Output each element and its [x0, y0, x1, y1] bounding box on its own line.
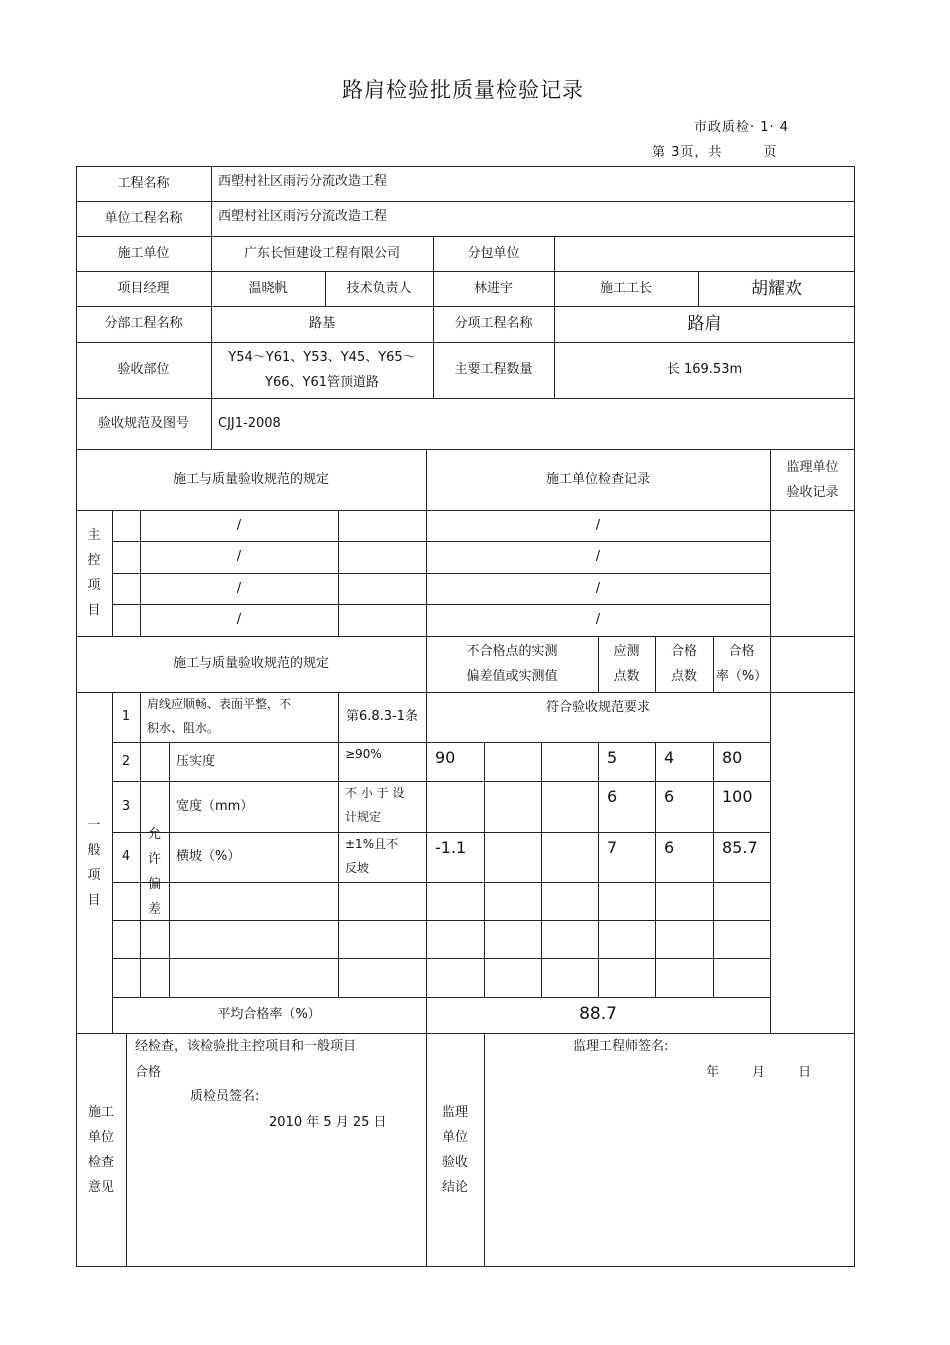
points-value: 7 — [607, 838, 618, 857]
measured-value: 90 — [435, 748, 456, 767]
deviation-header-line-2: 偏差值或实测值 — [466, 669, 558, 684]
contractor-opinion-line-1: 经检查，该检验批主控项目和一般项目 — [135, 1039, 357, 1054]
standard-label: 验收规范及图号 — [97, 415, 189, 431]
item-1-desc-line-1: 肩线应顺畅、表面平整，不 — [147, 697, 292, 711]
quantity-label: 主要工程数量 — [454, 362, 533, 377]
main-spec-header: 施工与质量验收规范的规定 — [172, 471, 329, 487]
main-row-spec: / — [236, 581, 242, 596]
standard-value: CJJ1-2008 — [218, 415, 281, 431]
item-name: 横坡（%） — [176, 849, 241, 864]
side-char: 般 — [87, 842, 101, 858]
item-spec-line-2: 反坡 — [345, 861, 370, 875]
tolerance-char: 允 — [147, 827, 161, 842]
measured-value — [426, 781, 484, 832]
item-number: 2 — [121, 753, 131, 769]
grid-line — [126, 1033, 127, 1267]
main-row-record: / — [595, 518, 601, 533]
passed-header-line-1: 合格 — [670, 644, 697, 659]
contractor-opinion-line-2: 合格 — [135, 1065, 162, 1080]
supervisor-record-header — [770, 449, 855, 510]
rate-value: 80 — [722, 748, 743, 767]
item-number: 1 — [121, 709, 131, 724]
item-1-clause: 第6.8.3-1条 — [345, 709, 419, 724]
passed-value: 6 — [664, 787, 675, 806]
rate-header — [713, 636, 770, 692]
supervisor-conclusion-label — [426, 1100, 484, 1200]
general-side-label — [76, 692, 112, 1033]
passed-header-line-2: 点数 — [670, 669, 697, 684]
points-header-line-1: 应测 — [613, 644, 640, 659]
side-char: 主 — [87, 528, 101, 543]
location-label: 验收部位 — [117, 362, 170, 377]
main-row-record: / — [595, 612, 601, 627]
points-value: 5 — [607, 748, 618, 767]
subitem-value: 路肩 — [687, 314, 722, 334]
points-value: 6 — [607, 787, 618, 806]
quantity-value: 长 169.53m — [666, 362, 743, 377]
tolerance-char: 偏 — [147, 877, 161, 892]
subcontractor-value — [554, 236, 855, 271]
main-row-spec: / — [236, 518, 242, 533]
item-spec-line-2: 计规定 — [345, 810, 382, 824]
foreman-label: 施工工长 — [599, 280, 652, 296]
item-name: 宽度（mm） — [176, 798, 254, 814]
grid-line — [484, 1033, 485, 1267]
deviation-header-line-1: 不合格点的实测 — [466, 644, 558, 659]
item-name: 压实度 — [176, 753, 216, 769]
inspector-signature-label: 质检员签名: — [190, 1089, 260, 1104]
unit-project-label: 单位工程名称 — [104, 210, 183, 226]
division-value: 路基 — [308, 316, 335, 331]
grid-line — [112, 510, 113, 636]
item-1-description — [140, 692, 338, 742]
side-char: 一 — [87, 817, 101, 833]
side-word: 单位 — [87, 1130, 114, 1145]
item-spec-line-1: ±1%且不 — [345, 837, 399, 851]
item-spec-line-1: ≥90% — [345, 747, 382, 761]
grid-line — [112, 882, 770, 883]
item-number: 4 — [121, 849, 131, 864]
passed-value: 6 — [664, 838, 675, 857]
page-info: 第 3页，共 页 — [652, 145, 778, 160]
grid-line — [112, 920, 770, 921]
form-code: 市政质检· 1· 4 — [694, 120, 790, 135]
main-row-record: / — [595, 581, 601, 596]
tolerance-char: 差 — [147, 902, 161, 917]
tech-lead-label: 技术负责人 — [346, 280, 412, 296]
passed-value: 4 — [664, 748, 675, 767]
contractor-label: 施工单位 — [117, 245, 170, 261]
pm-label: 项目经理 — [117, 280, 170, 296]
rate-header-line-2: 率（%） — [715, 669, 768, 684]
grid-line — [112, 958, 770, 959]
rate-value: 85.7 — [722, 838, 758, 857]
side-word: 施工 — [87, 1105, 114, 1120]
side-word: 结论 — [441, 1180, 468, 1195]
location-value — [211, 342, 433, 398]
side-char: 控 — [87, 553, 101, 568]
main-check-header: 施工单位检查记录 — [545, 471, 650, 487]
division-label: 分部工程名称 — [104, 316, 183, 331]
passed-header — [655, 636, 713, 692]
tolerance-char: 许 — [147, 852, 161, 867]
document-title: 路肩检验批质量检验记录 — [342, 78, 584, 102]
rate-value: 100 — [722, 787, 753, 806]
item-spec — [338, 781, 426, 832]
grid-line — [541, 742, 542, 997]
side-word: 验收 — [441, 1155, 468, 1170]
main-control-side-label — [76, 510, 112, 636]
item-number: 3 — [121, 798, 131, 814]
points-header-line-2: 点数 — [613, 669, 640, 684]
inspector-date: 2010 年 5 月 25 日 — [269, 1115, 387, 1130]
main-row-spec: / — [236, 612, 242, 627]
grid-line — [338, 510, 339, 636]
item-spec-line-1: 不 小 于 设 — [345, 786, 405, 800]
supervisor-signature-label: 监理工程师签名: — [573, 1039, 669, 1054]
supervisor-header-line-2: 验收记录 — [786, 484, 839, 500]
supervisor-date: 年 月 日 — [706, 1065, 812, 1080]
item-spec — [338, 832, 426, 882]
item-1-result: 符合验收规范要求 — [545, 700, 650, 715]
contractor-value: 广东长恒建设工程有限公司 — [243, 245, 400, 261]
subitem-label: 分项工程名称 — [454, 316, 533, 331]
side-char: 项 — [87, 867, 101, 883]
points-header — [598, 636, 655, 692]
tolerance-label — [140, 782, 169, 997]
supervisor-header-line-1: 监理单位 — [786, 459, 839, 475]
unit-project-value: 西塱村社区雨污分流改造工程 — [218, 209, 388, 224]
subcontractor-label: 分包单位 — [467, 245, 520, 261]
side-char: 项 — [87, 578, 101, 593]
item-1-desc-line-2: 积水、阻水。 — [147, 721, 220, 735]
general-spec-header: 施工与质量验收规范的规定 — [172, 656, 329, 671]
side-word: 监理 — [441, 1105, 468, 1120]
tech-lead-value: 林进宇 — [473, 280, 513, 296]
side-word: 单位 — [441, 1130, 468, 1145]
project-name-label: 工程名称 — [117, 175, 170, 191]
average-rate-value: 88.7 — [579, 1004, 617, 1024]
contractor-opinion-label — [76, 1100, 126, 1200]
side-word: 意见 — [87, 1180, 114, 1195]
main-row-record: / — [595, 549, 601, 564]
foreman-value: 胡耀欢 — [751, 278, 802, 299]
grid-line — [770, 449, 771, 1033]
main-row-spec: / — [236, 549, 242, 564]
side-word: 检查 — [87, 1155, 114, 1170]
average-rate-label: 平均合格率（%） — [217, 1007, 321, 1022]
project-name-value: 西塱村社区雨污分流改造工程 — [218, 174, 388, 189]
side-char: 目 — [87, 892, 101, 908]
deviation-header — [426, 636, 598, 692]
item-spec — [338, 742, 426, 781]
location-line-1: Y54～Y61、Y53、Y45、Y65～ — [228, 350, 416, 365]
rate-header-line-1: 合格 — [728, 644, 755, 659]
grid-line — [484, 742, 485, 997]
pm-value: 温晓帆 — [248, 280, 288, 296]
side-char: 目 — [87, 603, 101, 618]
measured-value: -1.1 — [435, 838, 467, 857]
location-line-2: Y66、Y61管顶道路 — [265, 375, 379, 390]
